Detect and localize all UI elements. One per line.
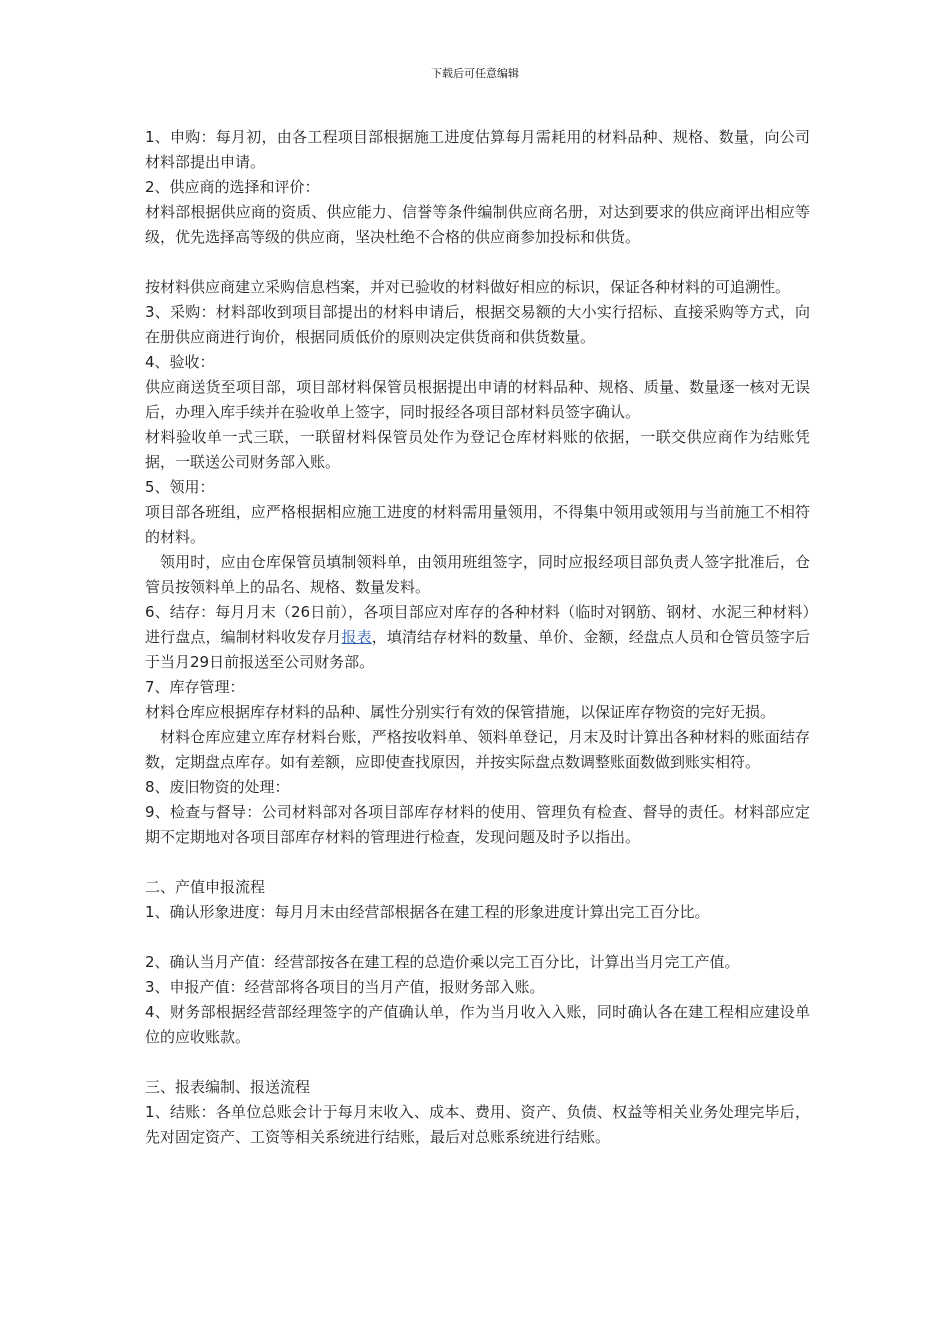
paragraph-stock-storage: 材料仓库应根据库存材料的品种、属性分别实行有效的保管措施，以保证库存物资的完好无损。: [145, 703, 776, 721]
report-link[interactable]: 报表: [341, 628, 372, 646]
paragraph-supplier-archive: 按材料供应商建立采购信息档案，并对已验收的材料做好相应的标识，保证各种材料的可追溯性。: [145, 278, 791, 296]
blank-line: [145, 1050, 810, 1075]
paragraph-procurement: 3、采购：材料部收到项目部提出的材料申请后，根据交易额的大小实行招标、直接采购等方式，向在册供应商进行询价，根据同质低价的原则决定供货商和供货数量。: [145, 303, 810, 346]
heading-waste-disposal: 8、废旧物资的处理：: [145, 778, 290, 796]
inventory-count-text-start: 6、结存：每月月末（26日前），各项目部应对库存的各种材料（临时对钢筋、钢材、水泥三种材料）进行盘点，编制材料收发存月: [145, 603, 810, 646]
paragraph-acceptance-check: 供应商送货至项目部，项目部材料保管员根据提出申请的材料品种、规格、质量、数量逐一核对无误后，办理入库手续并在验收单上签字，同时报经各项目部材料员签字确认。: [145, 378, 810, 421]
paragraph-acceptance-form: 材料验收单一式三联，一联留材料保管员处作为登记仓库材料账的依据，一联交供应商作为结账凭据，一联送公司财务部入账。: [145, 428, 810, 471]
paragraph-progress-confirm: 1、确认形象进度：每月月末由经营部根据各在建工程的形象进度计算出完工百分比。: [145, 903, 710, 921]
paragraph-purchase-request: 1、申购：每月初，由各工程项目部根据施工进度估算每月需耗用的材料品种、规格、数量，向公司材料部提出申请。: [145, 128, 810, 171]
paragraph-finance-record: 4、财务部根据经营部经理签字的产值确认单，作为当月收入入账，同时确认各在建工程相应建设单位的应收账款。: [145, 1003, 810, 1046]
paragraph-inventory-count: [145, 600, 810, 675]
paragraph-output-report: 3、申报产值：经营部将各项目的当月产值，报财务部入账。: [145, 978, 545, 996]
heading-supplier-selection: 2、供应商的选择和评价：: [145, 178, 320, 196]
blank-line: [145, 925, 810, 950]
document-body: [145, 125, 810, 1150]
blank-line: [145, 250, 810, 275]
paragraph-closing: 1、结账：各单位总账会计于每月末收入、成本、费用、资产、负债、权益等相关业务处理完毕后，先对固定资产、工资等相关系统进行结账，最后对总账系统进行结账。: [145, 1103, 810, 1146]
paragraph-inspection: 9、检查与督导：公司材料部对各项目部库存材料的使用、管理负有检查、督导的责任。材料部应定期不定期地对各项目部库存材料的管理进行检查，发现问题及时予以指出。: [145, 803, 810, 846]
inventory-count-text-end: ，填清结存材料的数量、单价、金额，经盘点人员和仓管员签字后于当月29日前报送至公司财务部。: [145, 628, 810, 671]
heading-stock-management: 7、库存管理：: [145, 678, 245, 696]
paragraph-stock-ledger: 材料仓库应建立库存材料台账，严格按收料单、领料单登记，月末及时计算出各种材料的账面结存数，定期盘点库存。如有差额，应即使查找原因，并按实际盘点数调整账面数做到账实相符。: [145, 728, 810, 771]
blank-line: [145, 850, 810, 875]
section-title-output-value: 二、产值申报流程: [145, 878, 266, 896]
paragraph-requisition-rule: 项目部各班组，应严格根据相应施工进度的材料需用量领用，不得集中领用或领用与当前施工不相符的材料。: [145, 503, 810, 546]
page-header: 下载后可任意编辑: [431, 67, 519, 80]
heading-requisition: 5、领用：: [145, 478, 215, 496]
paragraph-monthly-output: 2、确认当月产值：经营部按各在建工程的总造价乘以完工百分比，计算出当月完工产值。: [145, 953, 740, 971]
paragraph-requisition-process: 领用时，应由仓库保管员填制领料单，由领用班组签字，同时应报经项目部负责人签字批准后，仓管员按领料单上的品名、规格、数量发料。: [145, 553, 810, 596]
paragraph-supplier-register: 材料部根据供应商的资质、供应能力、信誉等条件编制供应商名册，对达到要求的供应商评出相应等级，优先选择高等级的供应商，坚决杜绝不合格的供应商参加投标和供货。: [145, 203, 810, 246]
section-title-report-flow: 三、报表编制、报送流程: [145, 1078, 311, 1096]
heading-acceptance: 4、验收：: [145, 353, 215, 371]
